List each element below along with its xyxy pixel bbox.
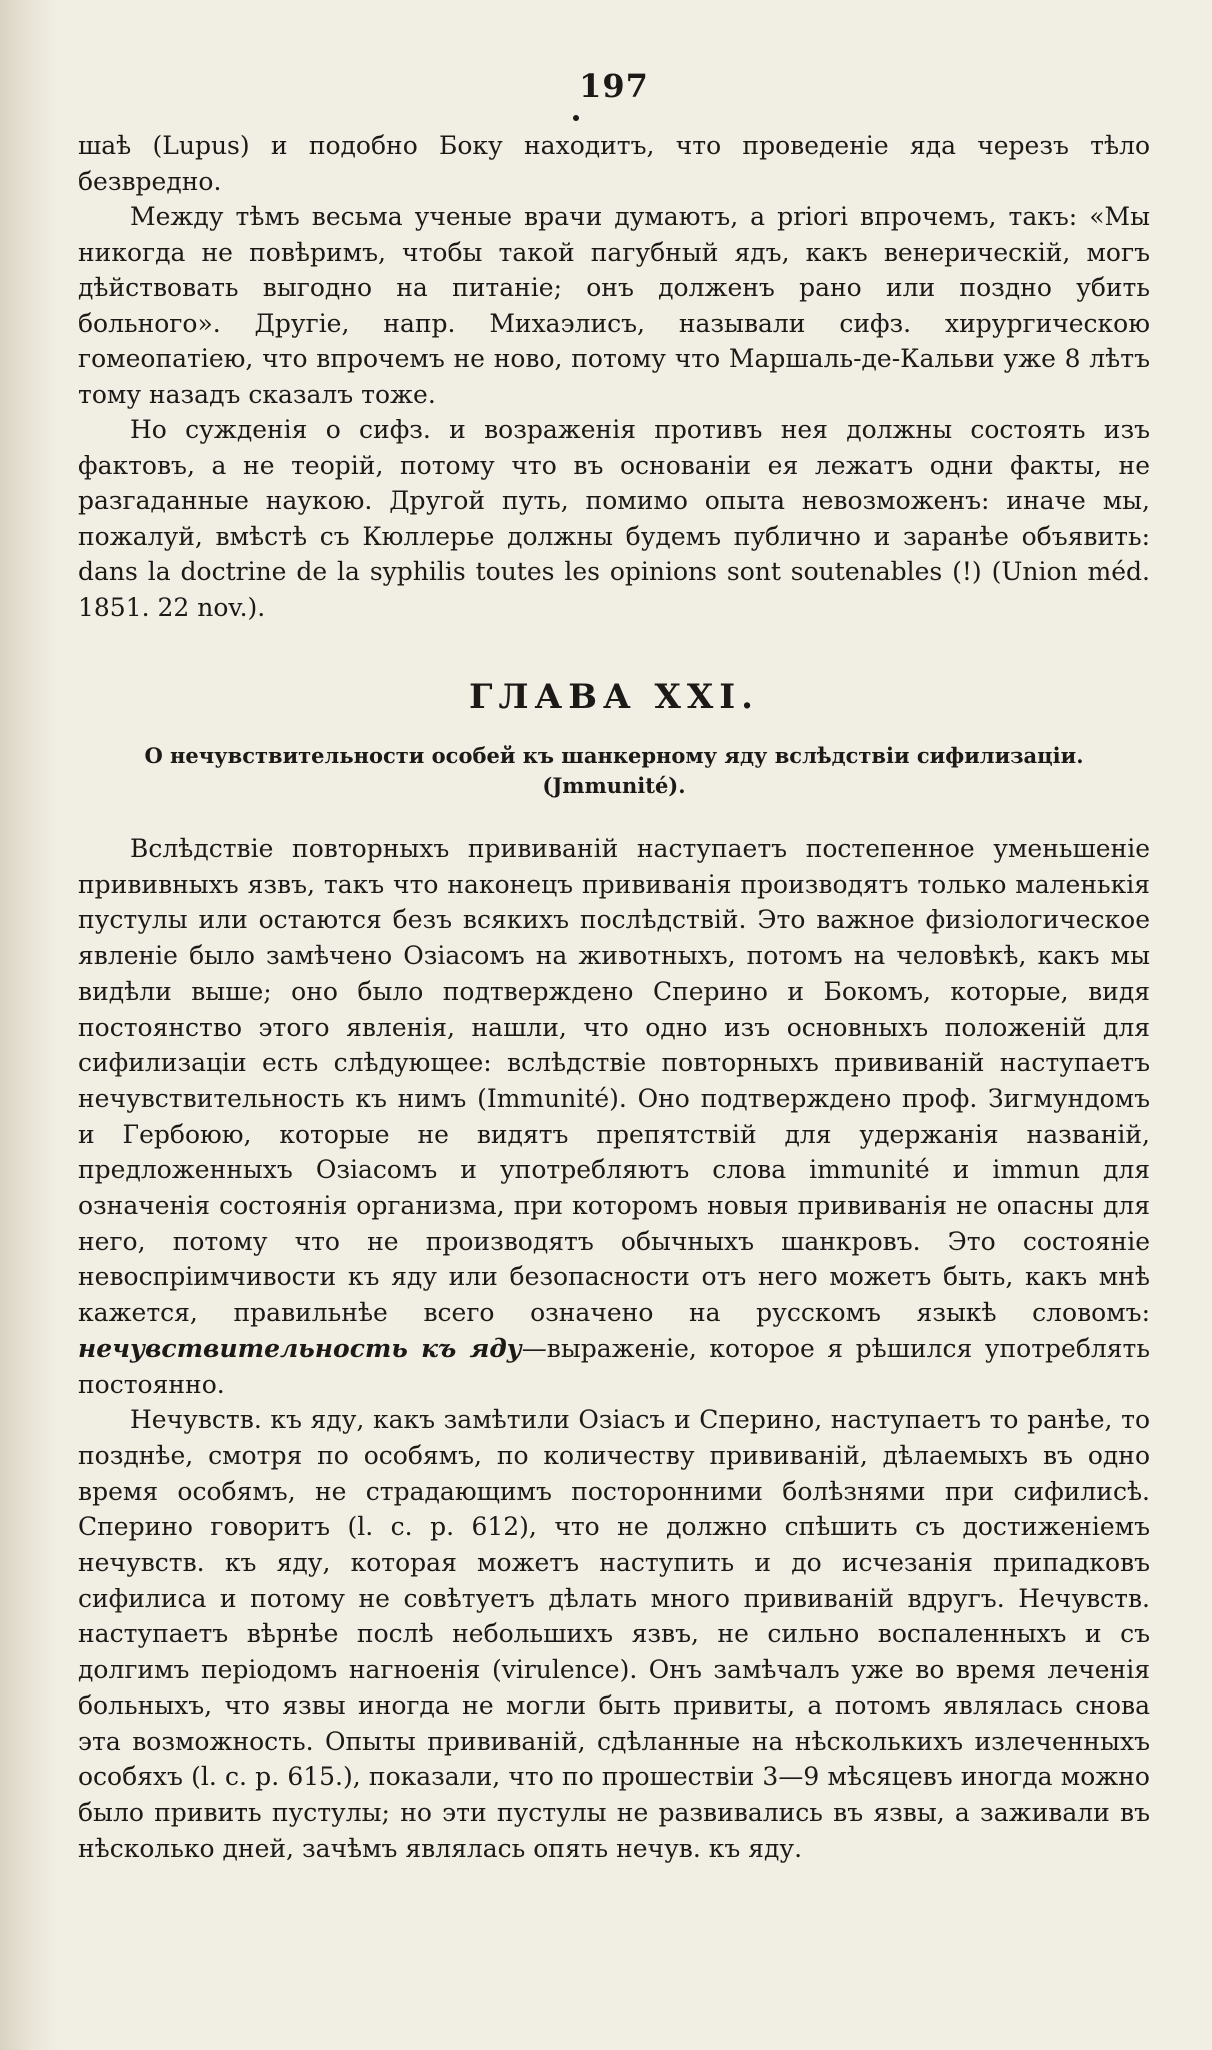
paragraph-4-tail: —выраженіе, которое я рѣшился употреблять постоянно.	[78, 1333, 1150, 1399]
paragraph-5: Нечувств. къ яду, какъ замѣтили Озіасъ и Сперино, наступаетъ то ранѣе, то позднѣе, смотря по особямъ, по количеству прививаній, дѣлаемыхъ въ одно время особямъ, не страдающимъ посторонними болѣзнями при сифилисѣ. Сперино говоритъ (l. c. p. 612), что не должно спѣшить съ достиженіемъ нечувств. къ яду, которая можетъ наступить и до исчезанія припадковъ сифилиса и потому не совѣтуетъ дѣлать много прививаній вдругъ. Нечувств. наступаетъ вѣрнѣе послѣ небольшихъ язвъ, не сильно воспаленныхъ и съ долгимъ періодомъ нагноенія (virulence). Онъ замѣчалъ уже во время леченія больныхъ, что язвы иногда не могли быть привиты, а потомъ являлась снова эта возможность. Опыты прививаній, сдѣланные на нѣсколькихъ излеченныхъ особяхъ (l. c. p. 615.), показали, что по прошествіи 3—9 мѣсяцевъ иногда можно было привить пустулы; но эти пустулы не развивались въ язвы, а заживали въ нѣсколько дней, зачѣмъ являлась опять нечув. къ яду.	[78, 1405, 1150, 1863]
paragraph-1: шаѣ (Lupus) и подобно Боку находитъ, что проведеніе яда черезъ тѣло безвредно.	[78, 131, 1150, 196]
chapter-title: ГЛАВА XXI.	[469, 677, 759, 717]
chapter-subtitle: О нечувствительности особей къ шанкерному яду вслѣдствіи сифилизаціи. (Jmmunité).	[144, 743, 1084, 798]
text-block-top	[78, 128, 1150, 625]
paragraph-3: Но сужденія о сифз. и возраженія противъ нея должны состоять изъ фактовъ, а не теорій, потому что въ основаніи ея лежатъ одни факты, не разгаданные наукою. Другой путь, помимо опыта невозможенъ: иначе мы, пожалуй, вмѣстѣ съ Кюллерье должны будемъ публично и заранѣе объявить: dans la doctrine de la syphilis toutes les opinions sont soutenables (!) (Union méd. 1851. 22 nov.).	[78, 415, 1150, 622]
paragraph-2: Между тѣмъ весьма ученые врачи думаютъ, a priori впрочемъ, такъ: «Мы никогда не повѣримъ, чтобы такой пагубный ядъ, какъ венерическій, могъ дѣйствовать выгодно на питаніе; онъ долженъ рано или поздно убить больного». Другіе, напр. Михаэлисъ, называли сифз. хирургическою гомеопатіею, что впрочемъ не ново, потому что Маршаль-де-Кальви уже 8 лѣтъ тому назадъ сказалъ тоже.	[78, 202, 1150, 409]
paragraph-4	[78, 831, 1150, 1402]
text-block-chapter	[78, 831, 1150, 1866]
emphasized-term: нечувствительность къ яду	[78, 1333, 522, 1363]
page-gutter-shadow	[0, 0, 58, 2050]
page-number: 197	[579, 67, 649, 105]
book-page	[78, 62, 1150, 1866]
paragraph-4-text: Вслѣдствіе повторныхъ прививаній наступаетъ постепенное уменьшеніе прививныхъ язвъ, такъ что наконецъ прививанія производятъ только маленькія пустулы или остаются безъ всякихъ послѣдствій. Это важное физіологическое явленіе было замѣчено Озіасомъ на животныхъ, потомъ на человѣкѣ, какъ мы видѣли выше; оно было подтверждено Сперино и Бокомъ, которые, видя постоянство этого явленія, нашли, что одно изъ основныхъ положеній для сифилизаціи есть слѣдующее: вслѣдствіе повторныхъ прививаній наступаетъ нечувствительность къ нимъ (Immunité). Оно подтверждено проф. Зигмундомъ и Гербоюю, которые не видятъ препятствій для удержанія названій, предложенныхъ Озіасомъ и употребляютъ слова immunité и immun для означенія состоянія организма, при которомъ новыя прививанія не опасны для него, потому что не производятъ обычныхъ шанкровъ. Это состояніе невоспріимчивости къ яду или безопасности отъ него можетъ быть, какъ мнѣ кажется, правильнѣе всего означено на русскомъ языкѣ словомъ:	[78, 834, 1150, 1328]
